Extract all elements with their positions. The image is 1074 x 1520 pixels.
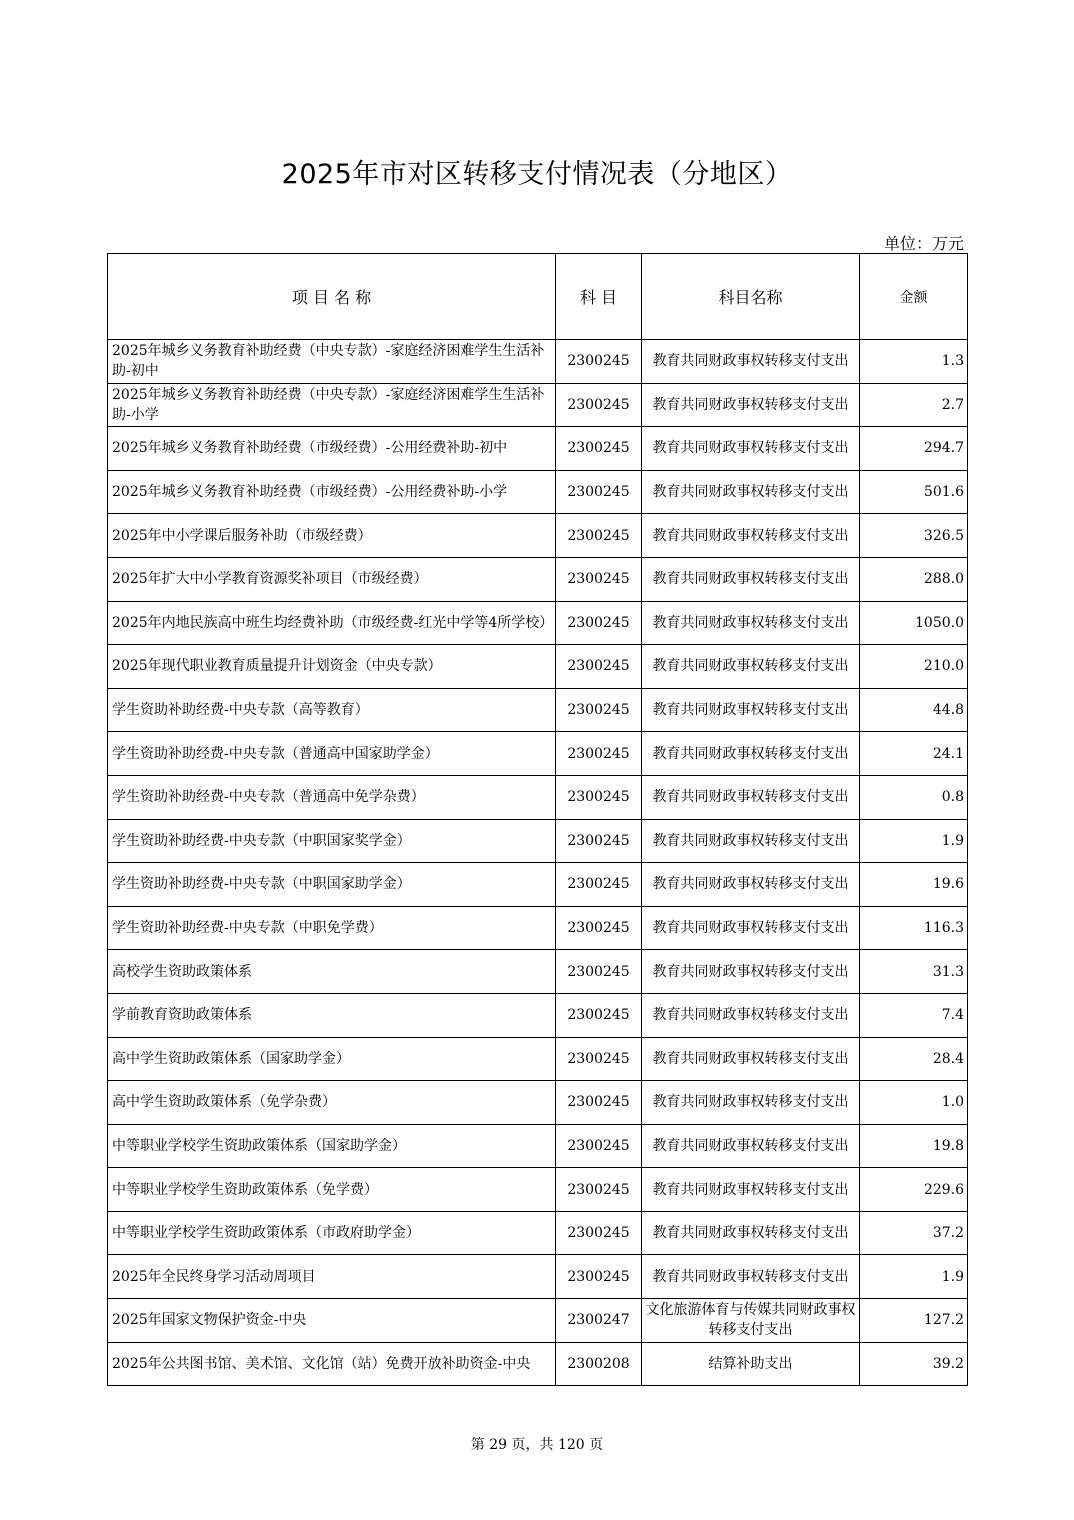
- subject-name-cell: 教育共同财政事权转移支付支出: [642, 732, 860, 776]
- header-project-name: 项 目 名 称: [108, 254, 556, 340]
- project-name-cell: 2025年公共图书馆、美术馆、文化馆（站）免费开放补助资金-中央: [108, 1342, 556, 1386]
- subject-code-cell: 2300245: [556, 601, 642, 645]
- amount-cell: 44.8: [860, 688, 968, 732]
- project-name-cell: 中等职业学校学生资助政策体系（免学费）: [108, 1168, 556, 1212]
- subject-code-cell: 2300245: [556, 1168, 642, 1212]
- amount-cell: 1.0: [860, 1081, 968, 1125]
- subject-name-cell: 教育共同财政事权转移支付支出: [642, 993, 860, 1037]
- table-row: [108, 688, 968, 732]
- table-row: [108, 601, 968, 645]
- subject-name-cell: 教育共同财政事权转移支付支出: [642, 557, 860, 601]
- subject-name-cell: 教育共同财政事权转移支付支出: [642, 819, 860, 863]
- project-name-cell: 中等职业学校学生资助政策体系（市政府助学金）: [108, 1211, 556, 1255]
- amount-cell: 2.7: [860, 383, 968, 427]
- project-name-cell: 学生资助补助经费-中央专款（中职国家助学金）: [108, 863, 556, 907]
- table-row: [108, 645, 968, 689]
- subject-code-cell: 2300245: [556, 470, 642, 514]
- table-row: [108, 819, 968, 863]
- subject-name-cell: 教育共同财政事权转移支付支出: [642, 601, 860, 645]
- unit-label: 单位：万元: [883, 234, 964, 253]
- subject-code-cell: 2300245: [556, 732, 642, 776]
- table-row: [108, 1299, 968, 1343]
- amount-cell: 1050.0: [860, 601, 968, 645]
- subject-name-cell: 教育共同财政事权转移支付支出: [642, 427, 860, 471]
- project-name-cell: 学生资助补助经费-中央专款（高等教育）: [108, 688, 556, 732]
- amount-cell: 19.8: [860, 1124, 968, 1168]
- amount-cell: 37.2: [860, 1211, 968, 1255]
- project-name-cell: 学生资助补助经费-中央专款（普通高中免学杂费）: [108, 775, 556, 819]
- project-name-cell: 2025年全民终身学习活动周项目: [108, 1255, 556, 1299]
- project-name-cell: 2025年城乡义务教育补助经费（市级经费）-公用经费补助-小学: [108, 470, 556, 514]
- amount-cell: 1.9: [860, 819, 968, 863]
- subject-name-cell: 教育共同财政事权转移支付支出: [642, 906, 860, 950]
- subject-code-cell: 2300245: [556, 950, 642, 994]
- subject-name-cell: 教育共同财政事权转移支付支出: [642, 645, 860, 689]
- subject-code-cell: 2300245: [556, 383, 642, 427]
- table-row: [108, 993, 968, 1037]
- table-row: [108, 514, 968, 558]
- project-name-cell: 学前教育资助政策体系: [108, 993, 556, 1037]
- subject-code-cell: 2300245: [556, 1037, 642, 1081]
- table-row: [108, 1168, 968, 1212]
- table-row: [108, 1037, 968, 1081]
- project-name-cell: 中等职业学校学生资助政策体系（国家助学金）: [108, 1124, 556, 1168]
- table-row: [108, 950, 968, 994]
- project-name-cell: 学生资助补助经费-中央专款（中职国家奖学金）: [108, 819, 556, 863]
- subject-name-cell: 教育共同财政事权转移支付支出: [642, 1211, 860, 1255]
- project-name-cell: 2025年城乡义务教育补助经费（中央专款）-家庭经济困难学生生活补助-初中: [108, 340, 556, 384]
- table-row: [108, 427, 968, 471]
- table-row: [108, 1342, 968, 1386]
- subject-code-cell: 2300245: [556, 645, 642, 689]
- project-name-cell: 2025年城乡义务教育补助经费（中央专款）-家庭经济困难学生生活补助-小学: [108, 383, 556, 427]
- subject-name-cell: 教育共同财政事权转移支付支出: [642, 688, 860, 732]
- subject-code-cell: 2300208: [556, 1342, 642, 1386]
- table-row: [108, 863, 968, 907]
- subject-code-cell: 2300245: [556, 1081, 642, 1125]
- amount-cell: 127.2: [860, 1299, 968, 1343]
- table-row: [108, 470, 968, 514]
- project-name-cell: 学生资助补助经费-中央专款（中职免学费）: [108, 906, 556, 950]
- subject-name-cell: 教育共同财政事权转移支付支出: [642, 863, 860, 907]
- table-row: [108, 775, 968, 819]
- subject-name-cell: 文化旅游体育与传媒共同财政事权转移支付支出: [642, 1299, 860, 1343]
- subject-code-cell: 2300245: [556, 340, 642, 384]
- table-header-row: [108, 254, 968, 340]
- amount-cell: 7.4: [860, 993, 968, 1037]
- amount-cell: 39.2: [860, 1342, 968, 1386]
- amount-cell: 24.1: [860, 732, 968, 776]
- subject-name-cell: 教育共同财政事权转移支付支出: [642, 1124, 860, 1168]
- table-row: [108, 906, 968, 950]
- project-name-cell: 2025年中小学课后服务补助（市级经费）: [108, 514, 556, 558]
- subject-code-cell: 2300245: [556, 906, 642, 950]
- page-title: 2025年市对区转移支付情况表（分地区）: [281, 159, 793, 190]
- subject-code-cell: 2300245: [556, 688, 642, 732]
- header-subject-code: 科 目: [556, 254, 642, 340]
- project-name-cell: 2025年内地民族高中班生均经费补助（市级经费-红光中学等4所学校）: [108, 601, 556, 645]
- table-row: [108, 1124, 968, 1168]
- subject-name-cell: 教育共同财政事权转移支付支出: [642, 775, 860, 819]
- amount-cell: 0.8: [860, 775, 968, 819]
- project-name-cell: 2025年城乡义务教育补助经费（市级经费）-公用经费补助-初中: [108, 427, 556, 471]
- subject-name-cell: 结算补助支出: [642, 1342, 860, 1386]
- project-name-cell: 2025年国家文物保护资金-中央: [108, 1299, 556, 1343]
- subject-name-cell: 教育共同财政事权转移支付支出: [642, 1168, 860, 1212]
- amount-cell: 288.0: [860, 557, 968, 601]
- table-row: [108, 1255, 968, 1299]
- transfer-payment-table: [107, 253, 968, 1386]
- amount-cell: 28.4: [860, 1037, 968, 1081]
- subject-code-cell: 2300245: [556, 427, 642, 471]
- project-name-cell: 学生资助补助经费-中央专款（普通高中国家助学金）: [108, 732, 556, 776]
- subject-name-cell: 教育共同财政事权转移支付支出: [642, 470, 860, 514]
- subject-name-cell: 教育共同财政事权转移支付支出: [642, 950, 860, 994]
- subject-name-cell: 教育共同财政事权转移支付支出: [642, 383, 860, 427]
- amount-cell: 1.3: [860, 340, 968, 384]
- subject-code-cell: 2300245: [556, 993, 642, 1037]
- subject-name-cell: 教育共同财政事权转移支付支出: [642, 1255, 860, 1299]
- header-subject-name: 科目名称: [642, 254, 860, 340]
- table-row: [108, 1081, 968, 1125]
- table-row: [108, 1211, 968, 1255]
- table-row: [108, 340, 968, 384]
- subject-code-cell: 2300245: [556, 1124, 642, 1168]
- amount-cell: 31.3: [860, 950, 968, 994]
- table-row: [108, 557, 968, 601]
- project-name-cell: 高中学生资助政策体系（国家助学金）: [108, 1037, 556, 1081]
- subject-code-cell: 2300245: [556, 514, 642, 558]
- subject-name-cell: 教育共同财政事权转移支付支出: [642, 340, 860, 384]
- subject-code-cell: 2300245: [556, 1255, 642, 1299]
- project-name-cell: 2025年现代职业教育质量提升计划资金（中央专款）: [108, 645, 556, 689]
- project-name-cell: 2025年扩大中小学教育资源奖补项目（市级经费）: [108, 557, 556, 601]
- amount-cell: 116.3: [860, 906, 968, 950]
- table-row: [108, 383, 968, 427]
- amount-cell: 229.6: [860, 1168, 968, 1212]
- subject-code-cell: 2300247: [556, 1299, 642, 1343]
- amount-cell: 19.6: [860, 863, 968, 907]
- page-footer: 第 29 页，共 120 页: [470, 1437, 604, 1453]
- header-amount: 金额: [860, 254, 968, 340]
- subject-code-cell: 2300245: [556, 775, 642, 819]
- subject-code-cell: 2300245: [556, 1211, 642, 1255]
- project-name-cell: 高校学生资助政策体系: [108, 950, 556, 994]
- subject-code-cell: 2300245: [556, 557, 642, 601]
- subject-name-cell: 教育共同财政事权转移支付支出: [642, 514, 860, 558]
- amount-cell: 501.6: [860, 470, 968, 514]
- subject-name-cell: 教育共同财政事权转移支付支出: [642, 1081, 860, 1125]
- subject-name-cell: 教育共同财政事权转移支付支出: [642, 1037, 860, 1081]
- amount-cell: 294.7: [860, 427, 968, 471]
- subject-code-cell: 2300245: [556, 863, 642, 907]
- amount-cell: 326.5: [860, 514, 968, 558]
- amount-cell: 1.9: [860, 1255, 968, 1299]
- subject-code-cell: 2300245: [556, 819, 642, 863]
- amount-cell: 210.0: [860, 645, 968, 689]
- project-name-cell: 高中学生资助政策体系（免学杂费）: [108, 1081, 556, 1125]
- table-row: [108, 732, 968, 776]
